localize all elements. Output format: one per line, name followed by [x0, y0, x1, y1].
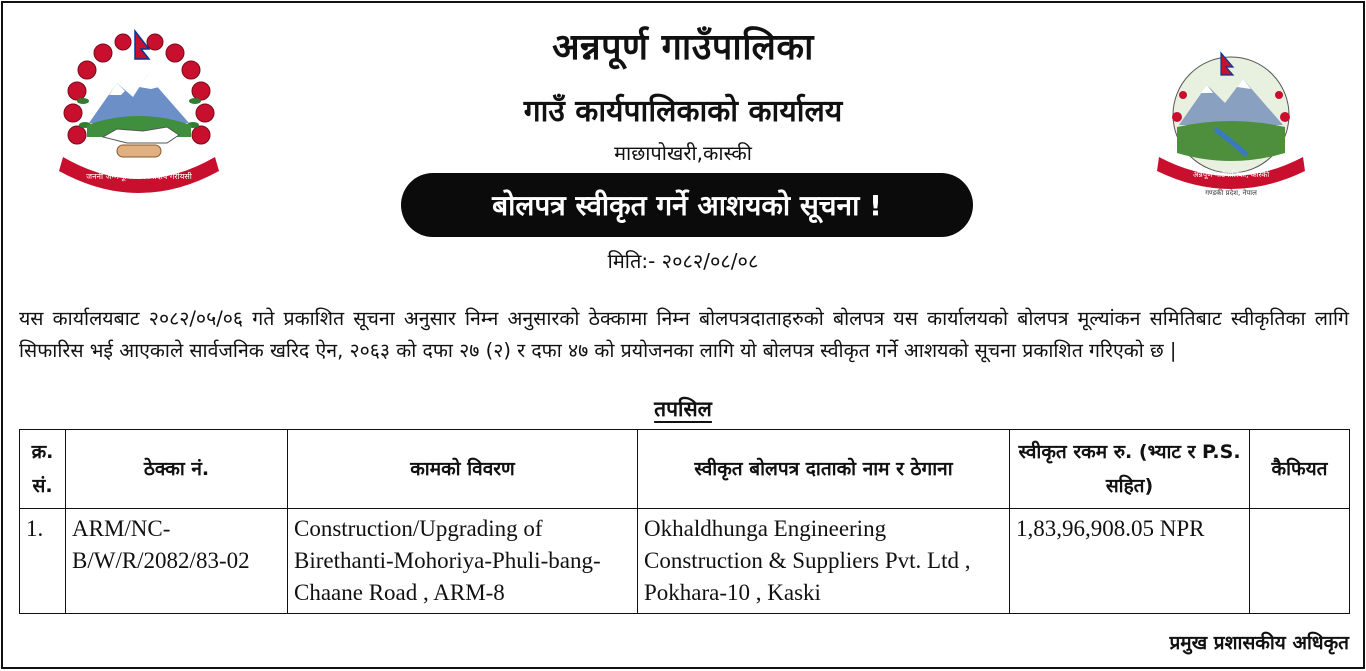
header-contract-no: ठेक्का नं.	[66, 430, 288, 509]
table-header-row	[20, 430, 1350, 509]
table-row	[20, 509, 1350, 614]
cell-contract-no: ARM/NC-B/W/R/2082/83-02	[66, 509, 288, 614]
logo-bottom-text: गण्डकी प्रदेश, नेपाल	[1205, 189, 1257, 197]
table-caption	[3, 395, 1363, 423]
signature-title: प्रमुख प्रशासकीय अधिकृत	[1169, 632, 1349, 654]
emblem-motto: जननी जन्मभूमिश्च स्वर्गादपि गरीयसी	[86, 172, 192, 181]
annapurna-gaunpalika-logo-icon	[1155, 45, 1307, 200]
office-location: माछापोखरी,कास्की	[614, 141, 752, 165]
header-bidder: स्वीकृत बोलपत्र दाताको नाम र ठेगाना	[638, 430, 1010, 509]
header-description: कामको विवरण	[288, 430, 638, 509]
table-caption-text: तपसिल	[654, 397, 712, 421]
page-title: अन्नपूर्ण गाउँपालिका	[552, 27, 814, 68]
header-amount: स्वीकृत रकम रु. (भ्याट र P.S. सहित)	[1010, 430, 1250, 509]
notice-page	[1, 1, 1365, 669]
cell-amount: 1,83,96,908.05 NPR	[1010, 509, 1250, 614]
notice-title: बोलपत्र स्वीकृत गर्ने आशयको सूचना !	[492, 189, 882, 222]
cell-bidder: Okhaldhunga Engineering Construction & Suppliers Pvt. Ltd , Pokhara-10 , Kaski	[638, 509, 1010, 614]
header-remarks: कैफियत	[1250, 430, 1350, 509]
notice-title-banner	[401, 173, 973, 237]
logo-ribbon-text: अन्नपूर्ण गाउँपालिका, कास्की	[1192, 170, 1270, 179]
award-table	[19, 429, 1350, 614]
notice-date: मिति:- २०८२/०८/०८	[607, 249, 759, 273]
notice-paragraph: यस कार्यालयबाट २०८२/०५/०६ गते प्रकाशित सूचना अनुसार निम्न अनुसारको ठेक्कामा निम्न बोलपत्रदाताहरुको बोलपत्र यस कार्यालयको बोलपत्र मूल्यांकन समितिबाट स्वीकृतिका लागि सिफारिस भई आएकाले सार्वजनिक खरिद ऐन, २०६३ को दफा २७ (२) र दफा ४७ को प्रयोजनका लागि यो बोलपत्र स्वीकृत गर्ने आशयको सूचना प्रकाशित गरिएको छ |	[19, 306, 1349, 362]
header-sn: क्र. सं.	[20, 430, 66, 509]
cell-description: Construction/Upgrading of Birethanti-Mohoriya-Phuli-bang-Chaane Road , ARM-8	[288, 509, 638, 614]
cell-sn: 1.	[20, 509, 66, 614]
cell-remarks	[1250, 509, 1350, 614]
office-subtitle: गाउँ कार्यपालिकाको कार्यालय	[523, 94, 843, 129]
